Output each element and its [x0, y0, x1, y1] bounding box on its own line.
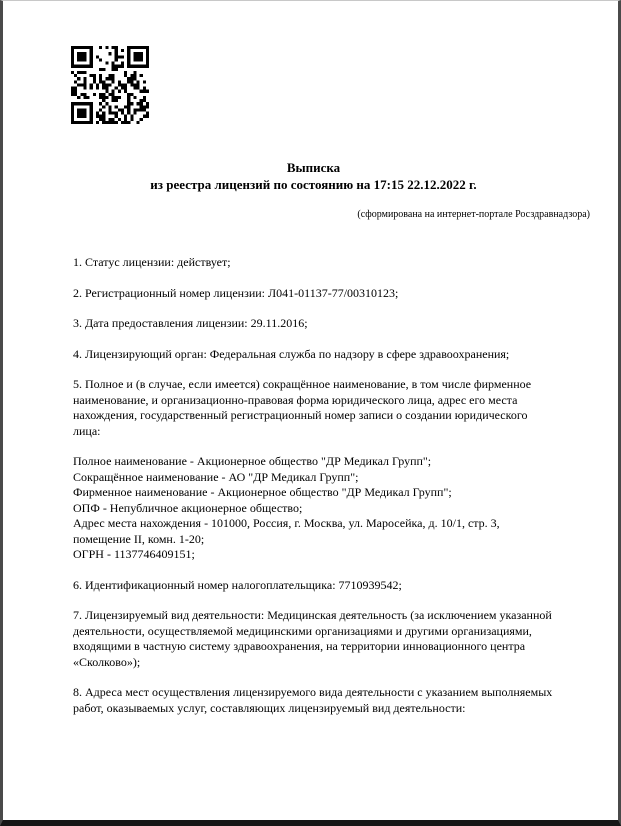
- licensing-authority: 4. Лицензирующий орган: Федеральная служба по надзору в сфере здравоохранения;: [73, 346, 510, 361]
- org-name-intro: 5. Полное и (в случае, если имеется) сокращённое наименование, в том числе фирменное наименование, и организационно-правовая форма юридического лица, адрес его места нахождения, государственный регистрационный номер записи о создании юридического лица:: [73, 377, 532, 438]
- org-full-name: Полное наименование - Акционерное общество "ДР Медикал Групп";: [73, 454, 432, 468]
- licensed-activity: 7. Лицензируемый вид деятельности: Медицинская деятельность (за исключением указанной деятельности, осуществляемой медицинскими организациями и другими организациями, входящими в частную систему здравоохранения, на территории инновационного центра «Сколково»);: [73, 608, 552, 669]
- org-short-name: Сокращённое наименование - АО "ДР Медикал Групп";: [73, 469, 359, 484]
- org-ogrn: ОГРН - 1137746409151;: [73, 547, 195, 561]
- org-address: Адрес места нахождения - 101000, Россия, г. Москва, ул. Маросейка, д. 10/1, стр. 3, помещение II, комн. 1-20;: [73, 516, 500, 546]
- license-number: 2. Регистрационный номер лицензии: Л041-01137-77/00310123;: [73, 285, 399, 300]
- license-status: 1. Статус лицензии: действует;: [73, 255, 231, 269]
- document-subtitle: (сформирована на интернет-портале Росздравнадзора): [357, 209, 590, 220]
- qr-code: [71, 46, 149, 124]
- org-legal-form: ОПФ - Непубличное акционерное общество;: [73, 500, 303, 515]
- org-brand-name: Фирменное наименование - Акционерное общество "ДР Медикал Групп";: [73, 485, 452, 499]
- taxpayer-id: 6. Идентификационный номер налогоплательщика: 7710939542;: [73, 577, 402, 592]
- document-title: [73, 159, 554, 193]
- title-line-1: Выписка: [286, 160, 341, 175]
- license-grant-date: 3. Дата предоставления лицензии: 29.11.2016;: [73, 316, 308, 330]
- document-body: [73, 255, 554, 716]
- title-line-2: из реестра лицензий по состоянию на 17:15 22.12.2022 г.: [150, 177, 477, 192]
- org-details: [73, 454, 554, 563]
- activity-addresses-intro: 8. Адреса мест осуществления лицензируемого вида деятельности с указанием выполняемых работ, оказываемых услуг, составляющих лицензируемый вид деятельности:: [73, 685, 553, 715]
